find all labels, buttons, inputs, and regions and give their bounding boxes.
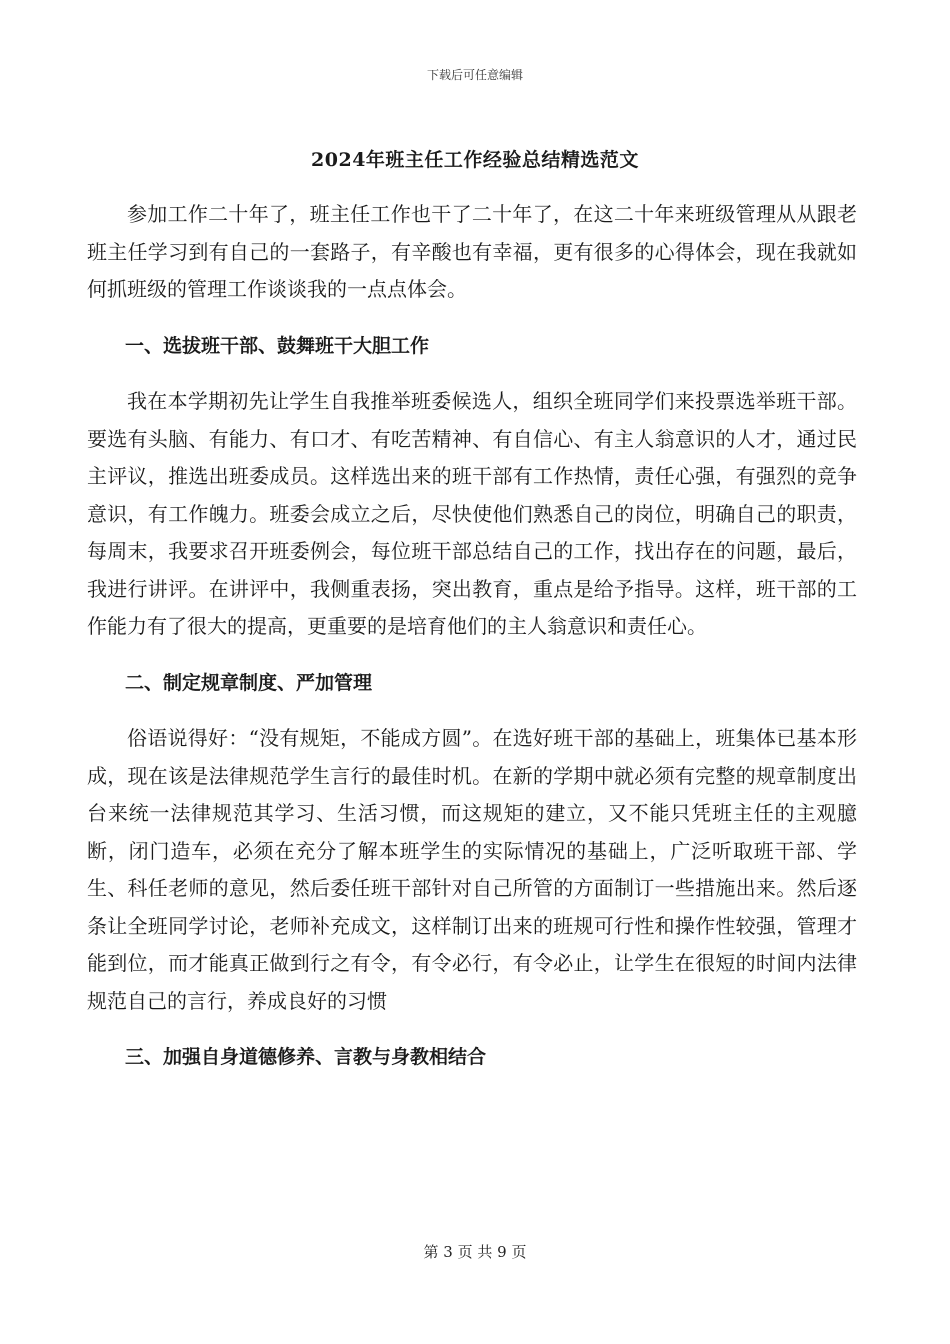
section-heading-3: 三、加强自身道德修养、言教与身教相结合 <box>125 1046 487 1068</box>
section-heading-2: 二、制定规章制度、严加管理 <box>125 671 373 694</box>
section-body-2: 俗语说得好：“没有规矩，不能成方圆”。在选好班干部的基础上，班集体已基本形成，现在该是法律规范学生言行的最佳时机。在新的学期中就必须有完整的规章制度出台来统一法律规范其学习、生活习惯，而这规矩的建立，又不能只凭班主任的主观臆断，闭门造车，必须在充分了解本班学生的实际情况的基础上，广泛听取班干部、学生、科任老师的意见，然后委任班干部针对自己所管的方面制订一些措施出来。然后逐条让全班同学讨论，老师补充成文，这样制订出来的班规可行性和操作性较强，管理才能到位，而才能真正做到行之有令，有令必行，有令必止，让学生在很短的时间内法律规范自己的言行，养成良好的习惯 <box>87 726 857 1013</box>
document-body <box>87 196 857 1077</box>
section-heading-1: 一、选拔班干部、鼓舞班干大胆工作 <box>125 334 430 357</box>
page-footer: 第 3 页 共 9 页 <box>423 1243 527 1261</box>
document-title: 2024年班主任工作经验总结精选范文 <box>311 149 639 171</box>
section-body-1: 我在本学期初先让学生自我推举班委候选人，组织全班同学们来投票选举班干部。要选有头脑、有能力、有口才、有吃苦精神、有自信心、有主人翁意识的人才，通过民主评议，推选出班委成员。这样选出来的班干部有工作热情，责任心强，有强烈的竞争意识，有工作魄力。班委会成立之后，尽快使他们熟悉自己的岗位，明确自己的职责，每周末，我要求召开班委例会，每位班干部总结自己的工作，找出存在的问题，最后，我进行讲评。在讲评中，我侧重表扬，突出教育，重点是给予指导。这样，班干部的工作能力有了很大的提高，更重要的是培育他们的主人翁意识和责任心。 <box>87 389 857 638</box>
header-note: 下载后可任意编辑 <box>426 68 523 82</box>
intro-paragraph: 参加工作二十年了，班主任工作也干了二十年了，在这二十年来班级管理从从跟老班主任学习到有自己的一套路子，有辛酸也有幸福，更有很多的心得体会，现在我就如何抓班级的管理工作谈谈我的一点点体会。 <box>87 202 857 301</box>
